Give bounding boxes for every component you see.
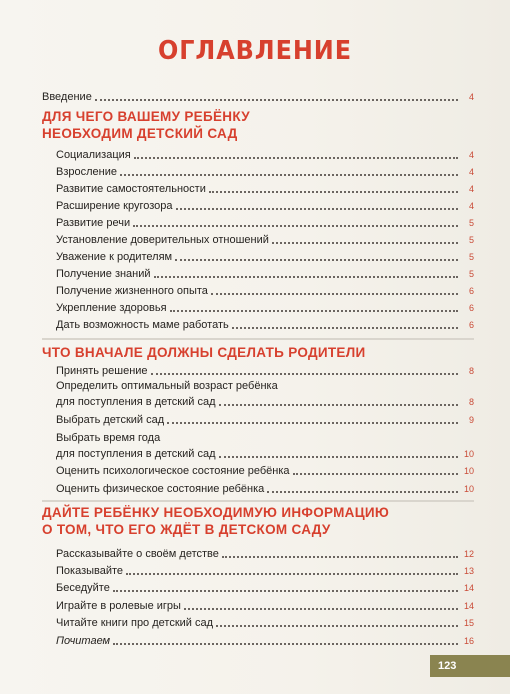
toc-entry[interactable] bbox=[56, 299, 474, 315]
toc-entry-label: Развитие речи bbox=[56, 217, 131, 229]
leader-dots bbox=[113, 643, 458, 645]
toc-entry[interactable] bbox=[56, 597, 474, 613]
section-heading-2[interactable] bbox=[42, 344, 366, 361]
toc-entry[interactable] bbox=[56, 545, 474, 561]
toc-entry-label: Показывайте bbox=[56, 565, 124, 577]
toc-entry-label: Установление доверительных отношений bbox=[56, 234, 269, 246]
page-number-tab bbox=[430, 655, 510, 677]
toc-entry[interactable] bbox=[56, 411, 474, 427]
leader-dots bbox=[151, 373, 458, 375]
toc-entry-page: 13 bbox=[464, 566, 475, 576]
toc-entry-label: Выбрать детский сад bbox=[56, 414, 165, 426]
section-heading-line: ЧТО ВНАЧАЛЕ ДОЛЖНЫ СДЕЛАТЬ РОДИТЕЛИ bbox=[42, 345, 366, 360]
section-heading-1[interactable] bbox=[42, 108, 250, 142]
toc-entry[interactable] bbox=[56, 180, 474, 196]
leader-dots bbox=[293, 473, 458, 475]
toc-entry-label: Расширение кругозора bbox=[56, 200, 173, 212]
toc-entry[interactable] bbox=[56, 480, 474, 496]
toc-entry[interactable] bbox=[56, 632, 474, 648]
leader-dots bbox=[113, 590, 458, 592]
leader-dots bbox=[209, 191, 458, 193]
leader-dots bbox=[95, 99, 458, 101]
page-number: 123 bbox=[438, 660, 457, 672]
section-heading-line: ДАЙТЕ РЕБЁНКУ НЕОБХОДИМУЮ ИНФОРМАЦИЮ bbox=[42, 505, 390, 520]
leader-dots bbox=[170, 310, 458, 312]
toc-entry-page: 15 bbox=[464, 618, 475, 628]
toc-entry-label: для поступления в детский сад bbox=[56, 448, 216, 460]
toc-entry-label: Почитаем bbox=[56, 635, 111, 647]
toc-entry-label: для поступления в детский сад bbox=[56, 396, 216, 408]
leader-dots bbox=[154, 276, 458, 278]
toc-entry-page: 4 bbox=[468, 150, 474, 160]
toc-entry-label: Оценить физическое состояние ребёнка bbox=[56, 483, 265, 495]
toc-entry-page: 8 bbox=[468, 397, 474, 407]
toc-entry-page: 16 bbox=[464, 636, 475, 646]
toc-entry[interactable] bbox=[56, 445, 474, 461]
toc-entry[interactable] bbox=[56, 316, 474, 332]
leader-dots bbox=[219, 456, 459, 458]
toc-entry[interactable] bbox=[56, 282, 474, 298]
toc-entry-label: Дать возможность маме работать bbox=[56, 319, 229, 331]
toc-entry-label: Взросление bbox=[56, 166, 117, 178]
leader-dots bbox=[175, 259, 458, 261]
toc-entry-page: 10 bbox=[464, 449, 475, 459]
toc-entry[interactable] bbox=[56, 265, 474, 281]
leader-dots bbox=[134, 157, 458, 159]
toc-entry[interactable] bbox=[56, 163, 474, 179]
leader-dots bbox=[126, 573, 458, 575]
toc-entry-page: 9 bbox=[468, 415, 474, 425]
leader-dots bbox=[120, 174, 458, 176]
toc-entry-page: 12 bbox=[464, 549, 475, 559]
toc-entry-intro[interactable] bbox=[42, 88, 474, 104]
toc-entry-page: 4 bbox=[468, 184, 474, 194]
toc-entry-label-line: Определить оптимальный возраст ребёнка bbox=[56, 380, 278, 392]
toc-entry-label: Получение знаний bbox=[56, 268, 151, 280]
toc-entry-label: Беседуйте bbox=[56, 582, 110, 594]
toc-entry-page: 10 bbox=[464, 484, 475, 494]
toc-entry-page: 10 bbox=[464, 466, 475, 476]
toc-entry-page: 5 bbox=[468, 235, 474, 245]
leader-dots bbox=[133, 225, 458, 227]
toc-entry-label: Рассказывайте о своём детстве bbox=[56, 548, 219, 560]
section-heading-line: НЕОБХОДИМ ДЕТСКИЙ САД bbox=[42, 126, 238, 141]
toc-entry-label: Развитие самостоятельности bbox=[56, 183, 206, 195]
leader-dots bbox=[184, 608, 458, 610]
toc-entry[interactable] bbox=[56, 579, 474, 595]
toc-entry[interactable] bbox=[56, 248, 474, 264]
page-title: ОГЛАВЛЕНИЕ bbox=[158, 36, 352, 66]
toc-entry-label: Социализация bbox=[56, 149, 131, 161]
toc-entry-label: Получение жизненного опыта bbox=[56, 285, 208, 297]
leader-dots bbox=[222, 556, 458, 558]
toc-entry[interactable] bbox=[56, 231, 474, 247]
toc-entry-label: Принять решение bbox=[56, 365, 148, 377]
toc-entry[interactable] bbox=[56, 146, 474, 162]
section-heading-line: О ТОМ, ЧТО ЕГО ЖДЁТ В ДЕТСКОМ САДУ bbox=[42, 522, 331, 537]
leader-dots bbox=[267, 491, 458, 493]
toc-entry-page: 4 bbox=[468, 92, 474, 102]
toc-entry-page: 8 bbox=[468, 366, 474, 376]
toc-entry-label: Оценить психологическое состояние ребёнка bbox=[56, 465, 290, 477]
toc-entry-page: 6 bbox=[468, 320, 474, 330]
toc-entry-label-line: Выбрать время года bbox=[56, 432, 161, 444]
toc-entry-page: 4 bbox=[468, 167, 474, 177]
toc-entry-page: 14 bbox=[464, 601, 475, 611]
leader-dots bbox=[232, 327, 458, 329]
section-divider bbox=[42, 500, 474, 502]
leader-dots bbox=[167, 422, 458, 424]
toc-entry-label: Играйте в ролевые игры bbox=[56, 600, 181, 612]
leader-dots bbox=[219, 404, 459, 406]
section-heading-line: ДЛЯ ЧЕГО ВАШЕМУ РЕБЁНКУ bbox=[42, 109, 250, 124]
toc-entry[interactable] bbox=[56, 614, 474, 630]
toc-entry-label: Укрепление здоровья bbox=[56, 302, 167, 314]
toc-entry[interactable] bbox=[56, 214, 474, 230]
toc-entry-page: 6 bbox=[468, 303, 474, 313]
toc-entry-page: 5 bbox=[468, 218, 474, 228]
toc-entry-label: Уважение к родителям bbox=[56, 251, 173, 263]
toc-entry[interactable] bbox=[56, 562, 474, 578]
toc-entry[interactable] bbox=[56, 393, 474, 409]
leader-dots bbox=[272, 242, 458, 244]
leader-dots bbox=[216, 625, 458, 627]
toc-entry[interactable] bbox=[56, 362, 474, 378]
toc-entry[interactable] bbox=[56, 462, 474, 478]
toc-entry-page: 5 bbox=[468, 269, 474, 279]
toc-entry-page: 14 bbox=[464, 583, 475, 593]
toc-entry-page: 4 bbox=[468, 201, 474, 211]
leader-dots bbox=[211, 293, 458, 295]
toc-entry-page: 5 bbox=[468, 252, 474, 262]
section-heading-3[interactable] bbox=[42, 504, 389, 538]
toc-entry[interactable] bbox=[56, 197, 474, 213]
toc-entry-label: Введение bbox=[42, 91, 92, 103]
section-divider bbox=[42, 338, 474, 340]
leader-dots bbox=[176, 208, 458, 210]
toc-entry-page: 6 bbox=[468, 286, 474, 296]
toc-entry-label: Читайте книги про детский сад bbox=[56, 617, 214, 629]
